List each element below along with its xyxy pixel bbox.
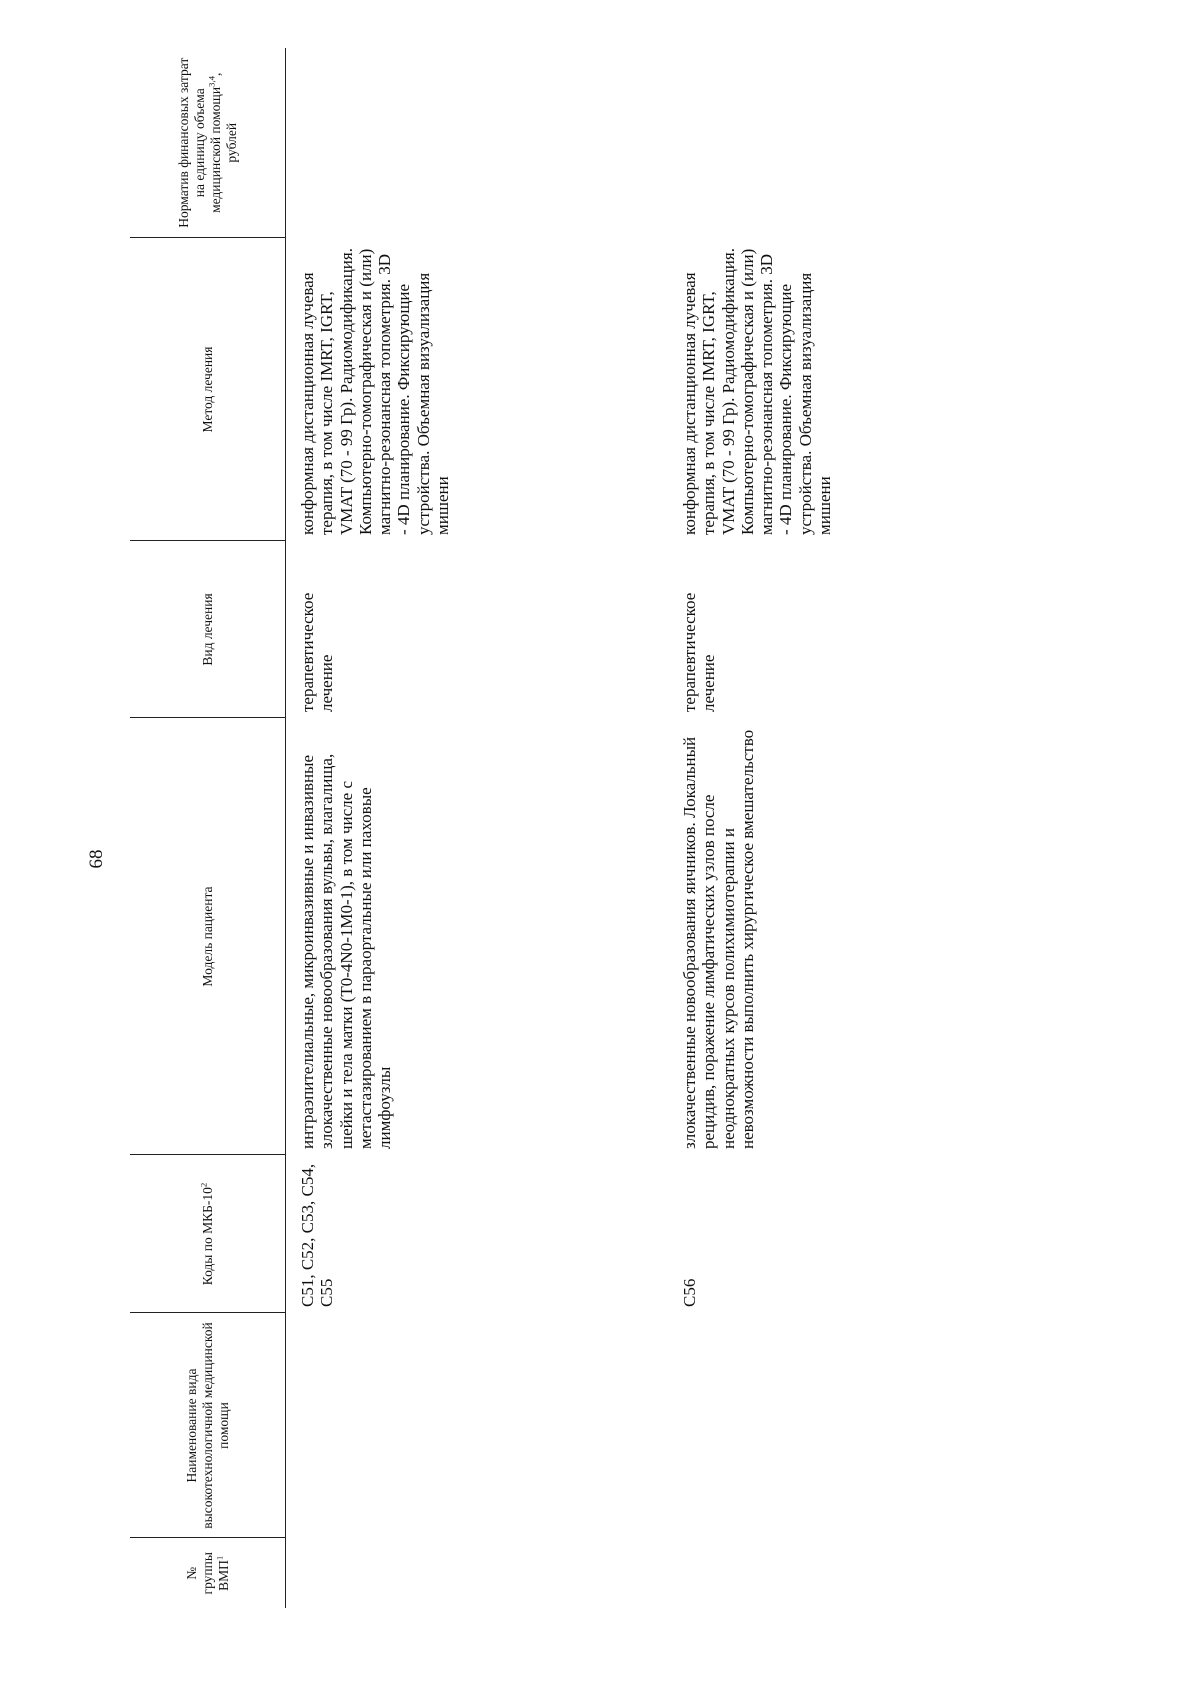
cell-treatment-type: терапевтическое лечение xyxy=(298,592,337,712)
header-group-no: № группы ВМП$^1$ xyxy=(130,1538,286,1608)
cell-treatment-method: конформная дистанционная лучевая терапия, в том числе IMRT, IGRT, VMAT (70 - 99 Гр). Радиомодификация. Компьютерно-томографическая и (или) магнитно-резонансная топометрия. 3D - 4D планирование. Фиксирующие устройства. Объемная визуализация мишени xyxy=(680,248,835,535)
header-patient-model: Модель пациента xyxy=(130,718,286,1155)
cell-patient-model: интраэпителиальные, микроинвазивные и инвазивные злокачественные новообразования вульвы, влагалища, шейки и тела матки (T0-4N0-1M0-1), в том числе с метастазированием в параортальные или паховые лимфоузлы xyxy=(298,753,395,1149)
cell-group-no xyxy=(668,1538,1040,1608)
header-vmp-name: Наименование вида высокотехнологичной медицинской помощи xyxy=(130,1313,286,1538)
cell-treatment-type: терапевтическое лечение xyxy=(680,592,719,712)
header-treatment-method: Метод лечения xyxy=(130,238,286,541)
page-number: 68 xyxy=(86,849,107,869)
header-cost-standard: Норматив финансовых затрат на единицу объема медицинской помощи$^{3,4}$, рублей xyxy=(130,48,286,238)
cell-icd-codes: C56 xyxy=(680,1278,699,1307)
cell-vmp-name xyxy=(286,1313,669,1538)
table-header-row xyxy=(130,48,286,1608)
header-icd-codes: Коды по МКБ-$10^2$ xyxy=(130,1155,286,1313)
vmp-table xyxy=(130,48,1040,1608)
cell-icd-codes: C51, C52, C53, C54, C55 xyxy=(298,1163,337,1307)
cell-cost-standard xyxy=(286,48,669,238)
cell-treatment-method: конформная дистанционная лучевая терапия, в том числе IMRT, IGRT, VMAT (70 - 99 Гр). Радиомодификация. Компьютерно-томографическая и (или) магнитно-резонансная топометрия. 3D - 4D планирование. Фиксирующие устройства. Объемная визуализация мишени xyxy=(298,248,453,535)
cell-patient-model: злокачественные новообразования яичников. Локальный рецидив, поражение лимфатических узлов после неоднократных курсов полихимиотерапии и невозможности выполнить хирургическое вмешательство xyxy=(680,729,757,1149)
cell-cost-standard xyxy=(668,48,1040,238)
cell-group-no xyxy=(286,1538,669,1608)
rotated-table-container xyxy=(130,48,1200,1608)
table-row xyxy=(668,48,1040,1608)
table-row xyxy=(286,48,669,1608)
header-treatment-type: Вид лечения xyxy=(130,541,286,718)
cell-vmp-name xyxy=(668,1313,1040,1538)
